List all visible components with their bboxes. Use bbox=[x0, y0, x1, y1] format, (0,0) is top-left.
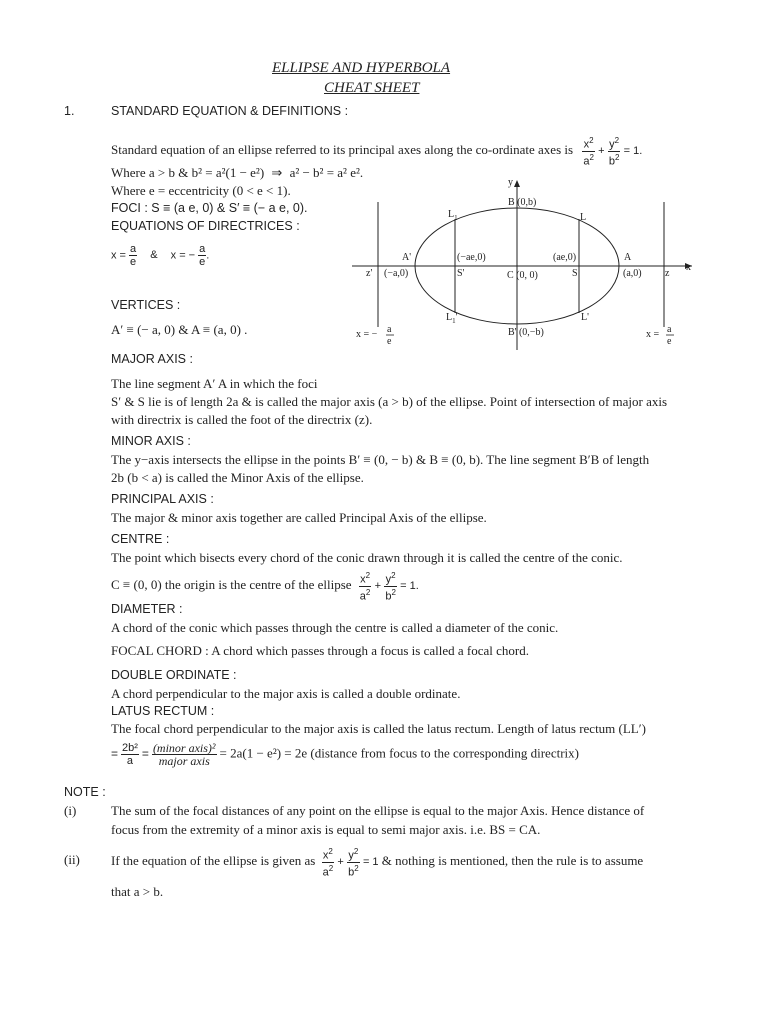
focus-sp-coord: (−ae,0) bbox=[457, 252, 486, 263]
directrices-heading: EQUATIONS OF DIRECTRICES : bbox=[111, 219, 300, 233]
centre-label: C (0, 0) bbox=[507, 270, 538, 281]
ampersand: & bbox=[150, 249, 158, 262]
diameter-text: A chord of the conic which passes through the centre is called a diameter of the conic. bbox=[111, 620, 559, 635]
centre-heading: CENTRE : bbox=[111, 532, 170, 546]
where-relation bbox=[111, 165, 363, 181]
major-axis-line1: The line segment A′ A in which the foci bbox=[111, 376, 318, 391]
latus-l1-label: $L_1$ bbox=[448, 209, 458, 222]
equation-rhs: = 1. bbox=[623, 145, 643, 158]
directrix-left-lhs: x = − bbox=[356, 329, 378, 340]
focal-chord-text: FOCAL CHORD : A chord which passes through a focus is called a focal chord. bbox=[111, 643, 529, 658]
note-ii-line2: that a > b. bbox=[111, 884, 164, 899]
centre-line2-text: C ≡ (0, 0) the origin is the centre of the ellipse bbox=[111, 577, 352, 593]
directrix-2-lhs: x = − bbox=[170, 249, 196, 262]
minor-axis-line2: 2b (b < a) is called the Minor Axis of the ellipse. bbox=[111, 470, 364, 485]
directrix-end: . bbox=[206, 249, 210, 262]
vertex-ap-label: A' bbox=[402, 252, 412, 263]
lr-fraction-2-den: major axis bbox=[158, 754, 210, 768]
latus-l-label: L bbox=[580, 212, 587, 223]
double-ordinate-text: A chord perpendicular to the major axis is called a double ordinate. bbox=[111, 686, 461, 701]
y-axis-arrow-icon bbox=[514, 180, 520, 187]
minor-axis-heading: MINOR AXIS : bbox=[111, 434, 191, 448]
eccentricity-text: Where e = eccentricity (0 < e < 1). bbox=[111, 183, 291, 198]
vertices-text: A′ ≡ (− a, 0) & A ≡ (a, 0) . bbox=[111, 322, 248, 337]
lr-fraction-2-num: (minor axis)² bbox=[152, 741, 216, 755]
page-subtitle: CHEAT SHEET bbox=[324, 80, 420, 96]
note-ii-label: (ii) bbox=[64, 852, 80, 867]
directrix-left-num: a bbox=[387, 324, 392, 335]
fraction-x2-a2: $\frac{x^2}{a^2}$ bbox=[583, 136, 594, 168]
x-axis-label: x bbox=[686, 262, 691, 273]
lr-fraction-1-den: a bbox=[126, 755, 134, 767]
directrix-right-den: e bbox=[667, 336, 672, 347]
latus-l1p-label: $L_1'$ bbox=[446, 312, 458, 325]
directrix-1-den: e bbox=[130, 256, 137, 268]
note-ii-pre: If the equation of the ellipse is given as bbox=[111, 853, 316, 869]
where-relation-pre: Where a > b & b² = a²(1 − e²) bbox=[111, 165, 265, 180]
equation-rhs: = 1. bbox=[400, 580, 419, 593]
note-ii-post: & nothing is mentioned, then the rule is to assume bbox=[381, 853, 644, 869]
point-z-label: z bbox=[665, 268, 670, 279]
section-number: 1. bbox=[64, 104, 75, 118]
y-axis-label: y bbox=[508, 177, 513, 188]
standard-equation-text: Standard equation of an ellipse referred to its principal axes along the co-ordinate axes is $\frac{x^2}{a^2}$ + $\frac{y^2}{b^2}$ = 1. bbox=[111, 136, 643, 168]
double-ordinate-heading: DOUBLE ORDINATE : bbox=[111, 668, 237, 682]
focus-s-coord: (ae,0) bbox=[553, 252, 577, 263]
vertex-ap-coord: (−a,0) bbox=[384, 268, 409, 279]
point-zp-label: z' bbox=[366, 268, 373, 279]
directrix-2-num: a bbox=[199, 243, 206, 255]
directrix-right-lhs: x = bbox=[646, 329, 660, 340]
major-axis-line3: with directrix is called the foot of the directrix (z). bbox=[111, 412, 373, 427]
foci-text: FOCI : S ≡ (a e, 0) & S′ ≡ (− a e, 0). bbox=[111, 201, 308, 215]
fraction-x2-a2: $\frac{x^2}{a^2}$ bbox=[322, 847, 334, 879]
directrix-left-den: e bbox=[387, 336, 392, 347]
vertex-a-label: A bbox=[624, 252, 632, 263]
diameter-heading: DIAMETER : bbox=[111, 602, 183, 616]
lr-fraction-1-num: 2b² bbox=[122, 742, 138, 754]
section-heading: STANDARD EQUATION & DEFINITIONS : bbox=[111, 104, 349, 118]
note-i-label: (i) bbox=[64, 803, 77, 818]
fraction-x2-a2: $\frac{x^2}{a^2}$ bbox=[359, 571, 371, 603]
latus-rectum-heading: LATUS RECTUM : bbox=[111, 704, 215, 718]
directrix-1-num: a bbox=[130, 243, 137, 255]
directrix-2-den: e bbox=[199, 256, 206, 268]
directrix-right-num: a bbox=[667, 324, 672, 335]
page-title: ELLIPSE AND HYPERBOLA bbox=[272, 60, 451, 76]
lr-formula-tail: = 2a(1 − e²) = 2e (distance from focus to the corresponding directrix) bbox=[219, 745, 579, 761]
principal-axis-text: The major & minor axis together are called Principal Axis of the ellipse. bbox=[111, 510, 487, 525]
note-i-line1: The sum of the focal distances of any point on the ellipse is equal to the major Axis. Hence distance of bbox=[111, 803, 645, 818]
centre-line2: C ≡ (0, 0) the origin is the centre of the ellipse $\frac{x^2}{a^2}$ + $\frac{y^2}{b^2}$ = 1. bbox=[111, 571, 419, 603]
note-i-line2: focus from the extremity of a minor axis is equal to semi major axis. i.e. BS = CA. bbox=[111, 822, 541, 837]
fraction-y2-b2: $\frac{y^2}{b^2}$ bbox=[348, 847, 359, 879]
centre-line1: The point which bisects every chord of the conic drawn through it is called the centre of the conic. bbox=[111, 550, 623, 565]
major-axis-heading: MAJOR AXIS : bbox=[111, 352, 193, 366]
vertices-heading: VERTICES : bbox=[111, 298, 181, 312]
fraction-y2-b2: $\frac{y^2}{b^2}$ bbox=[608, 136, 620, 168]
focus-s-label: S bbox=[572, 268, 578, 279]
focus-sp-label: S' bbox=[457, 268, 465, 279]
directrix-equations bbox=[111, 243, 209, 268]
implies-icon: ⇒ bbox=[271, 165, 283, 180]
latus-rectum-text: The focal chord perpendicular to the major axis is called the latus rectum. Length of latus rectum (LL′) bbox=[111, 721, 646, 736]
standard-equation-label: Standard equation of an ellipse referred to its principal axes along the co-ordinate axes is bbox=[111, 142, 574, 158]
vertex-bp-label: B' (0,−b) bbox=[508, 327, 544, 338]
principal-axis-heading: PRINCIPAL AXIS : bbox=[111, 492, 214, 506]
vertex-b-label: B (0,b) bbox=[508, 197, 537, 208]
fraction-y2-b2: $\frac{y^2}{b^2}$ bbox=[385, 571, 396, 603]
directrix-1-lhs: x = bbox=[111, 249, 126, 262]
note-heading: NOTE : bbox=[64, 785, 106, 799]
latus-rectum-formula: = $\frac{\text{2b²}}{a}$ = $\frac{\text{(minor axis)²}}{\text{major axis}}$ = 2a(1 − e²) = 2e (distance from focus to the corresponding directrix) bbox=[111, 741, 579, 768]
ellipse-diagram bbox=[340, 172, 700, 357]
latus-lp-label: L' bbox=[581, 312, 589, 323]
note-ii-line1: If the equation of the ellipse is given as $\frac{x^2}{a^2}$ + $\frac{y^2}{b^2}$ = 1 & nothing is mentioned, then the rule is to assume bbox=[111, 847, 644, 879]
vertex-a-coord: (a,0) bbox=[623, 268, 642, 279]
major-axis-line2: S′ & S lie is of length 2a & is called the major axis (a > b) of the ellipse. Point of intersection of major axis bbox=[111, 394, 668, 409]
where-relation-post: a² − b² = a² e². bbox=[289, 165, 364, 180]
minor-axis-line1: The y−axis intersects the ellipse in the points B′ ≡ (0, − b) & B ≡ (0, b). The line segment B′B of length bbox=[111, 452, 650, 467]
